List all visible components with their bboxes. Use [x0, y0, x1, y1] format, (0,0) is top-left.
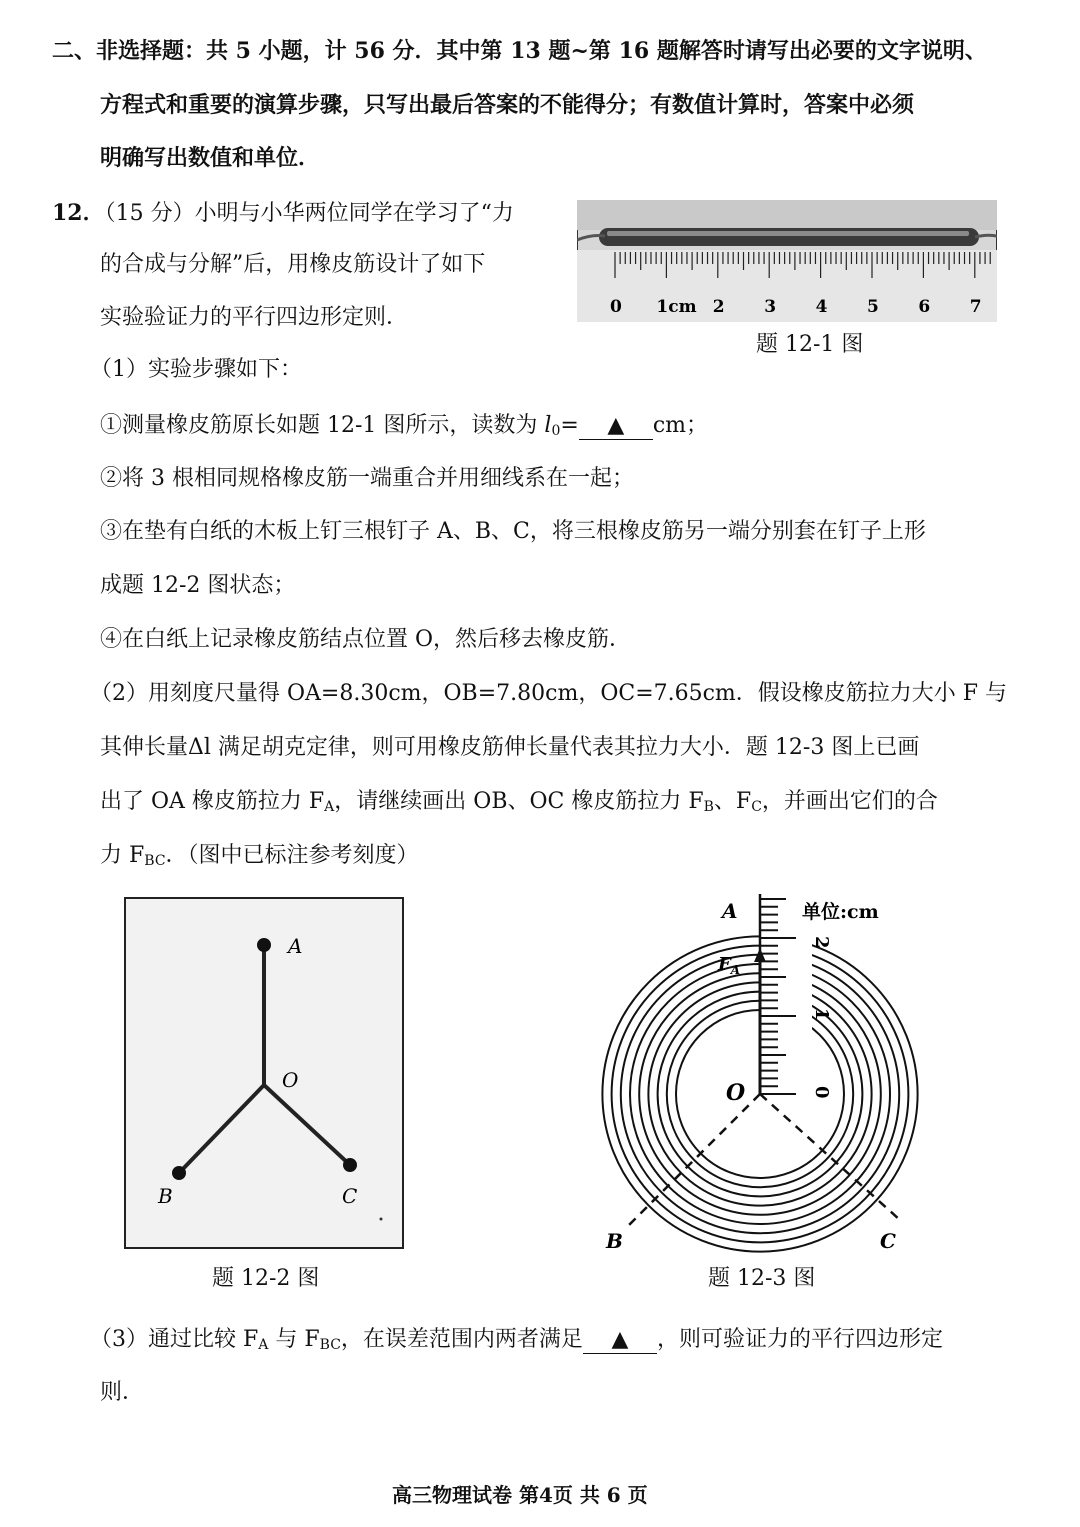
part3-line1 [90, 1325, 943, 1360]
figure-12-3-caption: 题 12-3 图 [708, 1266, 816, 1291]
page-footer: 高三物理试卷 第4页 共 6 页 [392, 1483, 648, 1507]
part3-b: 与 F [268, 1327, 320, 1352]
part2-line3-c: 、F [713, 789, 752, 814]
part3-c: ，在误差范围内两者满足 [340, 1327, 583, 1352]
part3-sub-bc: BC [319, 1337, 341, 1353]
ruler-label-3: 3 [764, 297, 777, 317]
fig2-label-o: O [282, 1068, 299, 1092]
ruler-label-5: 5 [867, 297, 879, 317]
step1-sub: 0 [551, 423, 561, 439]
part2-line2: 其伸长量Δl 满足胡克定律，则可用橡皮筋伸长量代表其拉力大小．题 12-3 图上已画 [100, 735, 920, 760]
answer-blank-l0[interactable]: ▲ [579, 413, 653, 440]
ruler-label-2: 2 [712, 297, 725, 317]
section-heading-line3: 明确写出数值和单位． [100, 145, 321, 171]
fig3-label-o: O [726, 1080, 746, 1106]
part2-line4-a: 力 F [100, 843, 145, 868]
part3-line2: 则． [100, 1380, 145, 1405]
section-heading-line2: 方程式和重要的演算步骤，只写出最后答案的不能得分；有数值计算时，答案中必须 [100, 92, 915, 118]
step4: ④在白纸上记录橡皮筋结点位置 O，然后移去橡皮筋． [100, 627, 632, 652]
figure-12-3 [590, 890, 930, 1260]
ruler-label-7: 7 [969, 297, 982, 317]
question-intro-line1 [52, 198, 514, 229]
ruler-label-0: 0 [610, 297, 622, 317]
part3-sub-a: A [258, 1337, 269, 1353]
part2-line3-a: 出了 OA 橡皮筋拉力 F [100, 789, 325, 814]
step3-line2: 成题 12-2 图状态； [100, 573, 296, 598]
ruler-label-4: 4 [815, 297, 828, 317]
part2-line3-b: ，请继续画出 OB、OC 橡皮筋拉力 F [334, 789, 704, 814]
fig3-label-a: A [722, 899, 738, 923]
question-intro-text1: （15 分）小明与小华两位同学在学习了“力 [104, 201, 514, 226]
fig3-label-b: B [606, 1229, 623, 1253]
part3-a: （3）通过比较 F [90, 1327, 259, 1352]
fig2-label-a: A [288, 934, 303, 958]
step1-unit: cm； [652, 413, 708, 438]
section-heading-line1: 二、非选择题：共 5 小题，计 56 分．其中第 13 题~第 16 题解答时请写出必要的文字说明、 [52, 38, 987, 64]
part2-line3 [100, 787, 938, 822]
direction-ob-dashed [626, 1094, 760, 1228]
fbc-sub: BC [144, 853, 166, 869]
part1-title: （1）实验步骤如下： [90, 357, 302, 382]
fa-sub: A [324, 799, 335, 815]
step1-var: l [544, 413, 552, 438]
scale-label-1: 1 [811, 1008, 832, 1021]
ruler-label-6: 6 [918, 297, 931, 317]
figure-12-1-caption: 题 12-1 图 [756, 332, 864, 357]
step1-text: ①测量橡皮筋原长如题 12-1 图所示，读数为 [100, 413, 545, 438]
step1 [100, 411, 708, 446]
scale-label-2: 2 [811, 936, 832, 949]
question-number: 12． [52, 200, 105, 226]
part2-line3-d: ，并画出它们的合 [761, 789, 938, 814]
step2: ②将 3 根相同规格橡皮筋一端重合并用细线系在一起； [100, 466, 634, 491]
part2-line1: （2）用刻度尺量得 OA=8.30cm，OB=7.80cm，OC=7.65cm．假设橡皮筋拉力大小 F 与 [90, 681, 1008, 706]
fc-sub: C [751, 799, 762, 815]
fig3-unit: 单位:cm [802, 901, 879, 923]
question-intro-line3: 实验验证力的平行四边形定则． [100, 305, 409, 330]
part2-line4 [100, 841, 419, 876]
part2-line4-b: ．（图中已标注参考刻度） [165, 843, 419, 868]
figure-12-2 [124, 897, 404, 1249]
step3-line1: ③在垫有白纸的木板上钉三根钉子 A、B、C，将三根橡皮筋另一端分别套在钉子上形 [100, 519, 926, 544]
figure-12-1-ruler-photo [577, 200, 997, 322]
figure-12-2-caption: 题 12-2 图 [212, 1266, 320, 1291]
nail-c [343, 1158, 357, 1172]
question-intro-line2: 的合成与分解”后，用橡皮筋设计了如下 [100, 252, 486, 277]
nail-a [257, 938, 271, 952]
fig3-label-c: C [880, 1229, 896, 1253]
scale-label-0: 0 [811, 1086, 832, 1099]
ruler-label-1: 1cm [656, 297, 697, 317]
part3-d: ，则可验证力的平行四边形定 [656, 1327, 943, 1352]
step1-eq: = [560, 413, 579, 438]
nail-b [172, 1166, 186, 1180]
fb-sub: B [703, 799, 714, 815]
fig2-label-c: C [342, 1184, 358, 1208]
fig3-label-fa: $F_A$ [718, 954, 741, 977]
answer-blank-relation[interactable]: ▲ [583, 1327, 657, 1354]
fig2-label-b: B [158, 1184, 173, 1208]
